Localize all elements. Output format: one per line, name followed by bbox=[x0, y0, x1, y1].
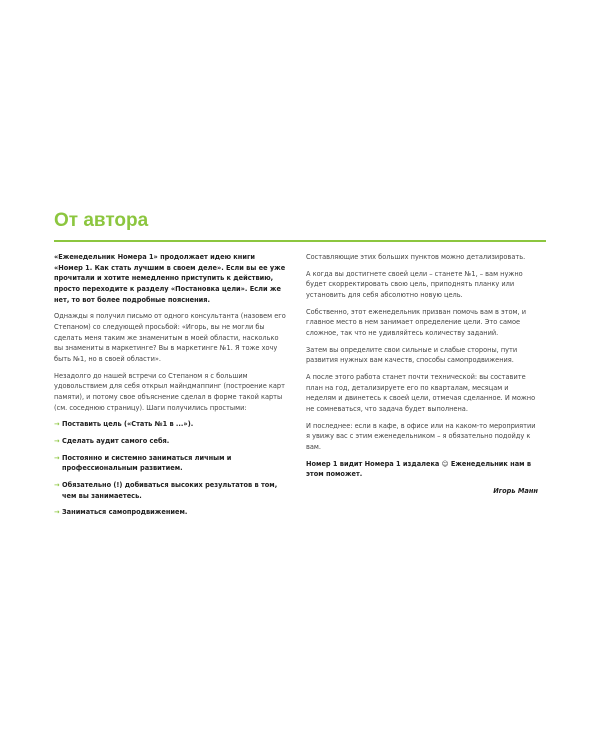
author-signature: Игорь Манн bbox=[493, 487, 538, 496]
list-item bbox=[54, 507, 286, 518]
list-item-text: Обязательно (!) добиваться высоких результатов в том, чем вы занимаетесь. bbox=[62, 481, 278, 500]
paragraph-new-goal: А когда вы достигнете своей цели – станете №1, – вам нужно будет скорректировать свою цель, приподнять планку или установить для себя абсолютно новую цель. bbox=[306, 269, 523, 300]
arrow-right-icon: → bbox=[54, 420, 60, 429]
list-item bbox=[54, 436, 286, 447]
left-column bbox=[54, 252, 286, 524]
paragraph-letter: Однажды я получил письмо от одного консультанта (назовем его Степаном) со следующей просьбой: «Игорь, вы не могли бы сделать меня таким же знаменитым в моей области, насколько вы знамениты в маркетинге? Вы в маркетинге №1. Я тоже хочу быть №1, но в своей области». bbox=[54, 312, 286, 364]
title-divider bbox=[54, 240, 546, 242]
arrow-right-icon: → bbox=[54, 453, 60, 462]
arrow-right-icon: → bbox=[54, 481, 60, 490]
intro-paragraph: «Еженедельник Номера 1» продолжает идею книги «Номер 1. Как стать лучшим в своем деле». Если вы ее уже прочитали и хотите немедленно приступить к действию, просто переходите к разделу «Постановка цели». Если же нет, то вот более подробные пояснения. bbox=[54, 253, 286, 304]
list-item bbox=[54, 453, 286, 474]
page-title: От автора bbox=[54, 210, 149, 231]
arrow-right-icon: → bbox=[54, 437, 60, 446]
list-item-text: Постоянно и системно заниматься личным и профессиональным развитием. bbox=[62, 453, 232, 473]
right-column bbox=[306, 252, 538, 497]
arrow-right-icon: → bbox=[54, 508, 60, 517]
list-item-text: Заниматься самопродвижением. bbox=[62, 508, 188, 517]
paragraph-purpose: Собственно, этот еженедельник призван помочь вам в этом, и главное место в нем занимает определение цели. Это самое сложное, так что не удивляйтесь количеству заданий. bbox=[306, 307, 526, 338]
list-item bbox=[54, 419, 286, 430]
paragraph-detail: Составляющие этих больших пунктов можно детализировать. bbox=[306, 253, 526, 261]
list-item bbox=[54, 480, 286, 501]
paragraph-mindmap: Незадолго до нашей встречи со Степаном я с большим удовольствием для себя открыл майндмаппинг (построение карт памяти), и потому свое объяснение сделал в форме такой карты (см. соседнюю страницу). Шаги получились простыми: bbox=[54, 371, 285, 412]
closing-paragraph: Номер 1 видит Номера 1 издалека ☺ Еженедельник нам в этом поможет. bbox=[306, 459, 532, 479]
paragraph-last: И последнее: если в кафе, в офисе или на каком-то мероприятии я увижу вас с этим еженедельником – я обязательно подойду к вам. bbox=[306, 421, 536, 452]
list-item-text: Поставить цель («Стать №1 в ...»). bbox=[62, 420, 194, 429]
paragraph-strengths: Затем вы определите свои сильные и слабые стороны, пути развития нужных вам качеств, способы самопродвижения. bbox=[306, 345, 518, 365]
paragraph-plan: А после этого работа станет почти технической: вы составите план на год, детализируете его по кварталам, месяцам и неделям и двинетесь к своей цели, отмечая сделанное. И можно не сомневаться, что задача будет выполнена. bbox=[306, 373, 536, 414]
list-item-text: Сделать аудит самого себя. bbox=[62, 437, 170, 446]
goal-list bbox=[54, 419, 286, 518]
